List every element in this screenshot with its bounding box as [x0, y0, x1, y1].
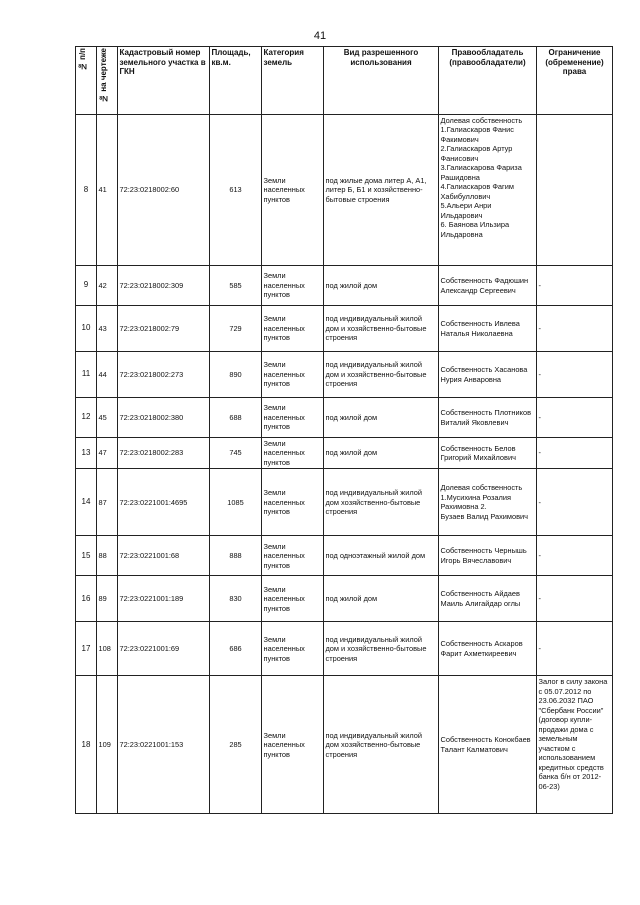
- cell-cadastral: 72:23:0218002:60: [118, 115, 210, 266]
- owner-line: Собственность Ивлева Наталья Николаевна: [440, 319, 520, 338]
- cell-cadastral: 72:23:0221001:153: [118, 676, 210, 814]
- cell-use: под жилой дом: [324, 266, 439, 306]
- header-owner: Правообладатель (правообладатели): [439, 47, 537, 115]
- owner-line: 1.Галиаскаров Фанис Факимович: [440, 125, 514, 144]
- cell-owner: [439, 622, 537, 676]
- cell-num: 16: [76, 576, 97, 622]
- owner-line: Долевая собственность: [440, 483, 523, 493]
- cell-num: 11: [76, 352, 97, 398]
- cell-area: 729: [210, 306, 262, 352]
- owner-line: 2.Галиаскаров Артур Фанисович: [440, 144, 513, 163]
- cell-area: 888: [210, 536, 262, 576]
- cell-num: 17: [76, 622, 97, 676]
- cell-area: 686: [210, 622, 262, 676]
- cell-use: под жилой дом: [324, 438, 439, 469]
- cell-drawing: 109: [97, 676, 118, 814]
- owner-line: 4.Галиаскаров Фагим Хабибуллович: [440, 182, 514, 201]
- cell-area: 613: [210, 115, 262, 266]
- cell-category: Земли населенных пунктов: [262, 676, 324, 814]
- header-category: Категория земель: [262, 47, 324, 115]
- cell-restriction: Залог в силу закона с 05.07.2012 по 23.06.2032 ПАО "Сбербанк России" (договор купли-продажи дома с земельным участком с использованием кредитных средств банка б/н от 2012-06-23): [537, 676, 613, 814]
- cell-drawing: 87: [97, 469, 118, 536]
- cell-owner: [439, 352, 537, 398]
- cell-drawing: 41: [97, 115, 118, 266]
- cell-owner: [439, 398, 537, 438]
- cell-owner: [439, 115, 537, 266]
- cell-cadastral: 72:23:0221001:189: [118, 576, 210, 622]
- header-cadastral: Кадастровый номер земельного участка в ГКН: [118, 47, 210, 115]
- cell-cadastral: 72:23:0221001:68: [118, 536, 210, 576]
- cell-drawing: 43: [97, 306, 118, 352]
- cell-area: 688: [210, 398, 262, 438]
- owner-line: 3.Галиаскарова Фариза Рашидовна: [440, 163, 522, 182]
- owner-line: Собственность Конокбаев Талант Калматович: [440, 735, 531, 754]
- cell-num: 15: [76, 536, 97, 576]
- page-number: 41: [313, 30, 327, 42]
- cell-drawing: 108: [97, 622, 118, 676]
- table-row: [76, 306, 613, 352]
- owner-line: 1.Мусихина Розалия Рахимовна 2.: [440, 492, 511, 512]
- table-row: [76, 469, 613, 536]
- table-row: [76, 398, 613, 438]
- table-row: [76, 536, 613, 576]
- header-num: № п/п: [76, 47, 97, 115]
- cell-use: под жилые дома литер А, А1, литер Б, Б1 и хозяйственно-бытовые строения: [324, 115, 439, 266]
- owner-line: Собственность Хасанова Нурия Анваровна: [440, 365, 528, 384]
- cell-restriction: -: [537, 398, 613, 438]
- cell-use: под индивидуальный жилой дом хозяйственно-бытовые строения: [324, 676, 439, 814]
- cell-restriction: -: [537, 352, 613, 398]
- cell-drawing: 45: [97, 398, 118, 438]
- cell-use: под одноэтажный жилой дом: [324, 536, 439, 576]
- cell-drawing: 47: [97, 438, 118, 469]
- cell-restriction: -: [537, 438, 613, 469]
- cell-drawing: 42: [97, 266, 118, 306]
- cell-category: Земли населенных пунктов: [262, 469, 324, 536]
- land-plots-table: [75, 46, 613, 814]
- cell-use: под индивидуальный жилой дом и хозяйственно-бытовые строения: [324, 622, 439, 676]
- table-row: [76, 438, 613, 469]
- cell-cadastral: 72:23:0221001:69: [118, 622, 210, 676]
- cell-drawing: 89: [97, 576, 118, 622]
- cell-restriction: -: [537, 536, 613, 576]
- table-row: [76, 576, 613, 622]
- owner-line: 6. Баянова Ильзира Ильдаровна: [440, 220, 510, 239]
- cell-area: 745: [210, 438, 262, 469]
- cell-drawing: 88: [97, 536, 118, 576]
- cell-owner: [439, 576, 537, 622]
- cell-category: Земли населенных пунктов: [262, 536, 324, 576]
- owner-line: Бузаев Валид Рахимович: [440, 511, 529, 521]
- cell-owner: [439, 306, 537, 352]
- cell-area: 585: [210, 266, 262, 306]
- cell-cadastral: 72:23:0218002:380: [118, 398, 210, 438]
- cell-owner: [439, 676, 537, 814]
- owner-line: Собственность Белов Григорий Михайлович: [440, 443, 516, 463]
- owner-line: Собственность Чернышь Игорь Вячеславович: [440, 546, 527, 565]
- owner-line: 5.Альери Анри Ильдарович: [440, 201, 492, 220]
- cell-num: 8: [76, 115, 97, 266]
- table-row: [76, 622, 613, 676]
- header-use: Вид разрешенного использования: [324, 47, 439, 115]
- cell-cadastral: 72:23:0218002:273: [118, 352, 210, 398]
- cell-restriction: -: [537, 576, 613, 622]
- cell-category: Земли населенных пунктов: [262, 266, 324, 306]
- cell-category: Земли населенных пунктов: [262, 576, 324, 622]
- cell-num: 14: [76, 469, 97, 536]
- cell-num: 18: [76, 676, 97, 814]
- owner-line: Собственность Плотников Виталий Яковлевич: [440, 408, 531, 427]
- cell-area: 1085: [210, 469, 262, 536]
- cell-restriction: -: [537, 266, 613, 306]
- owner-line: Собственность Аскаров Фарит Ахметкиреевич: [440, 639, 523, 658]
- cell-cadastral: 72:23:0218002:79: [118, 306, 210, 352]
- cell-use: под индивидуальный жилой дом хозяйственно-бытовые строения: [324, 469, 439, 536]
- owner-line: Собственность Айдаев Маиль Алигайдар оглы: [440, 589, 521, 608]
- cell-num: 13: [76, 438, 97, 469]
- cell-category: Земли населенных пунктов: [262, 622, 324, 676]
- cell-owner: [439, 266, 537, 306]
- cell-cadastral: 72:23:0218002:309: [118, 266, 210, 306]
- cell-category: Земли населенных пунктов: [262, 306, 324, 352]
- cell-category: Земли населенных пунктов: [262, 438, 324, 469]
- cell-area: 285: [210, 676, 262, 814]
- table-row: [76, 352, 613, 398]
- cell-num: 10: [76, 306, 97, 352]
- table-row: [76, 115, 613, 266]
- cell-num: 12: [76, 398, 97, 438]
- cell-cadastral: 72:23:0221001:4695: [118, 469, 210, 536]
- cell-category: Земли населенных пунктов: [262, 352, 324, 398]
- cell-cadastral: 72:23:0218002:283: [118, 438, 210, 469]
- cell-area: 890: [210, 352, 262, 398]
- cell-area: 830: [210, 576, 262, 622]
- cell-use: под жилой дом: [324, 576, 439, 622]
- header-area: Площадь, кв.м.: [210, 47, 262, 115]
- cell-restriction: [537, 115, 613, 266]
- cell-use: под индивидуальный жилой дом и хозяйственно-бытовые строения: [324, 352, 439, 398]
- cell-restriction: -: [537, 469, 613, 536]
- table-row: [76, 676, 613, 814]
- table-header-row: [76, 47, 613, 115]
- cell-owner: [439, 438, 537, 469]
- cell-use: под индивидуальный жилой дом и хозяйственно-бытовые строения: [324, 306, 439, 352]
- header-restriction: Ограничение (обременение) права: [537, 47, 613, 115]
- cell-restriction: -: [537, 622, 613, 676]
- cell-category: Земли населенных пунктов: [262, 115, 324, 266]
- owner-line: Собственность Фадюшин Александр Сергеевич: [440, 276, 529, 295]
- cell-category: Земли населенных пунктов: [262, 398, 324, 438]
- owner-line: Долевая собственность: [440, 116, 523, 125]
- cell-use: под жилой дом: [324, 398, 439, 438]
- header-drawing: № на чертеже: [97, 47, 118, 115]
- table-row: [76, 266, 613, 306]
- cell-owner: [439, 536, 537, 576]
- cell-num: 9: [76, 266, 97, 306]
- cell-owner: [439, 469, 537, 536]
- cell-restriction: -: [537, 306, 613, 352]
- cell-drawing: 44: [97, 352, 118, 398]
